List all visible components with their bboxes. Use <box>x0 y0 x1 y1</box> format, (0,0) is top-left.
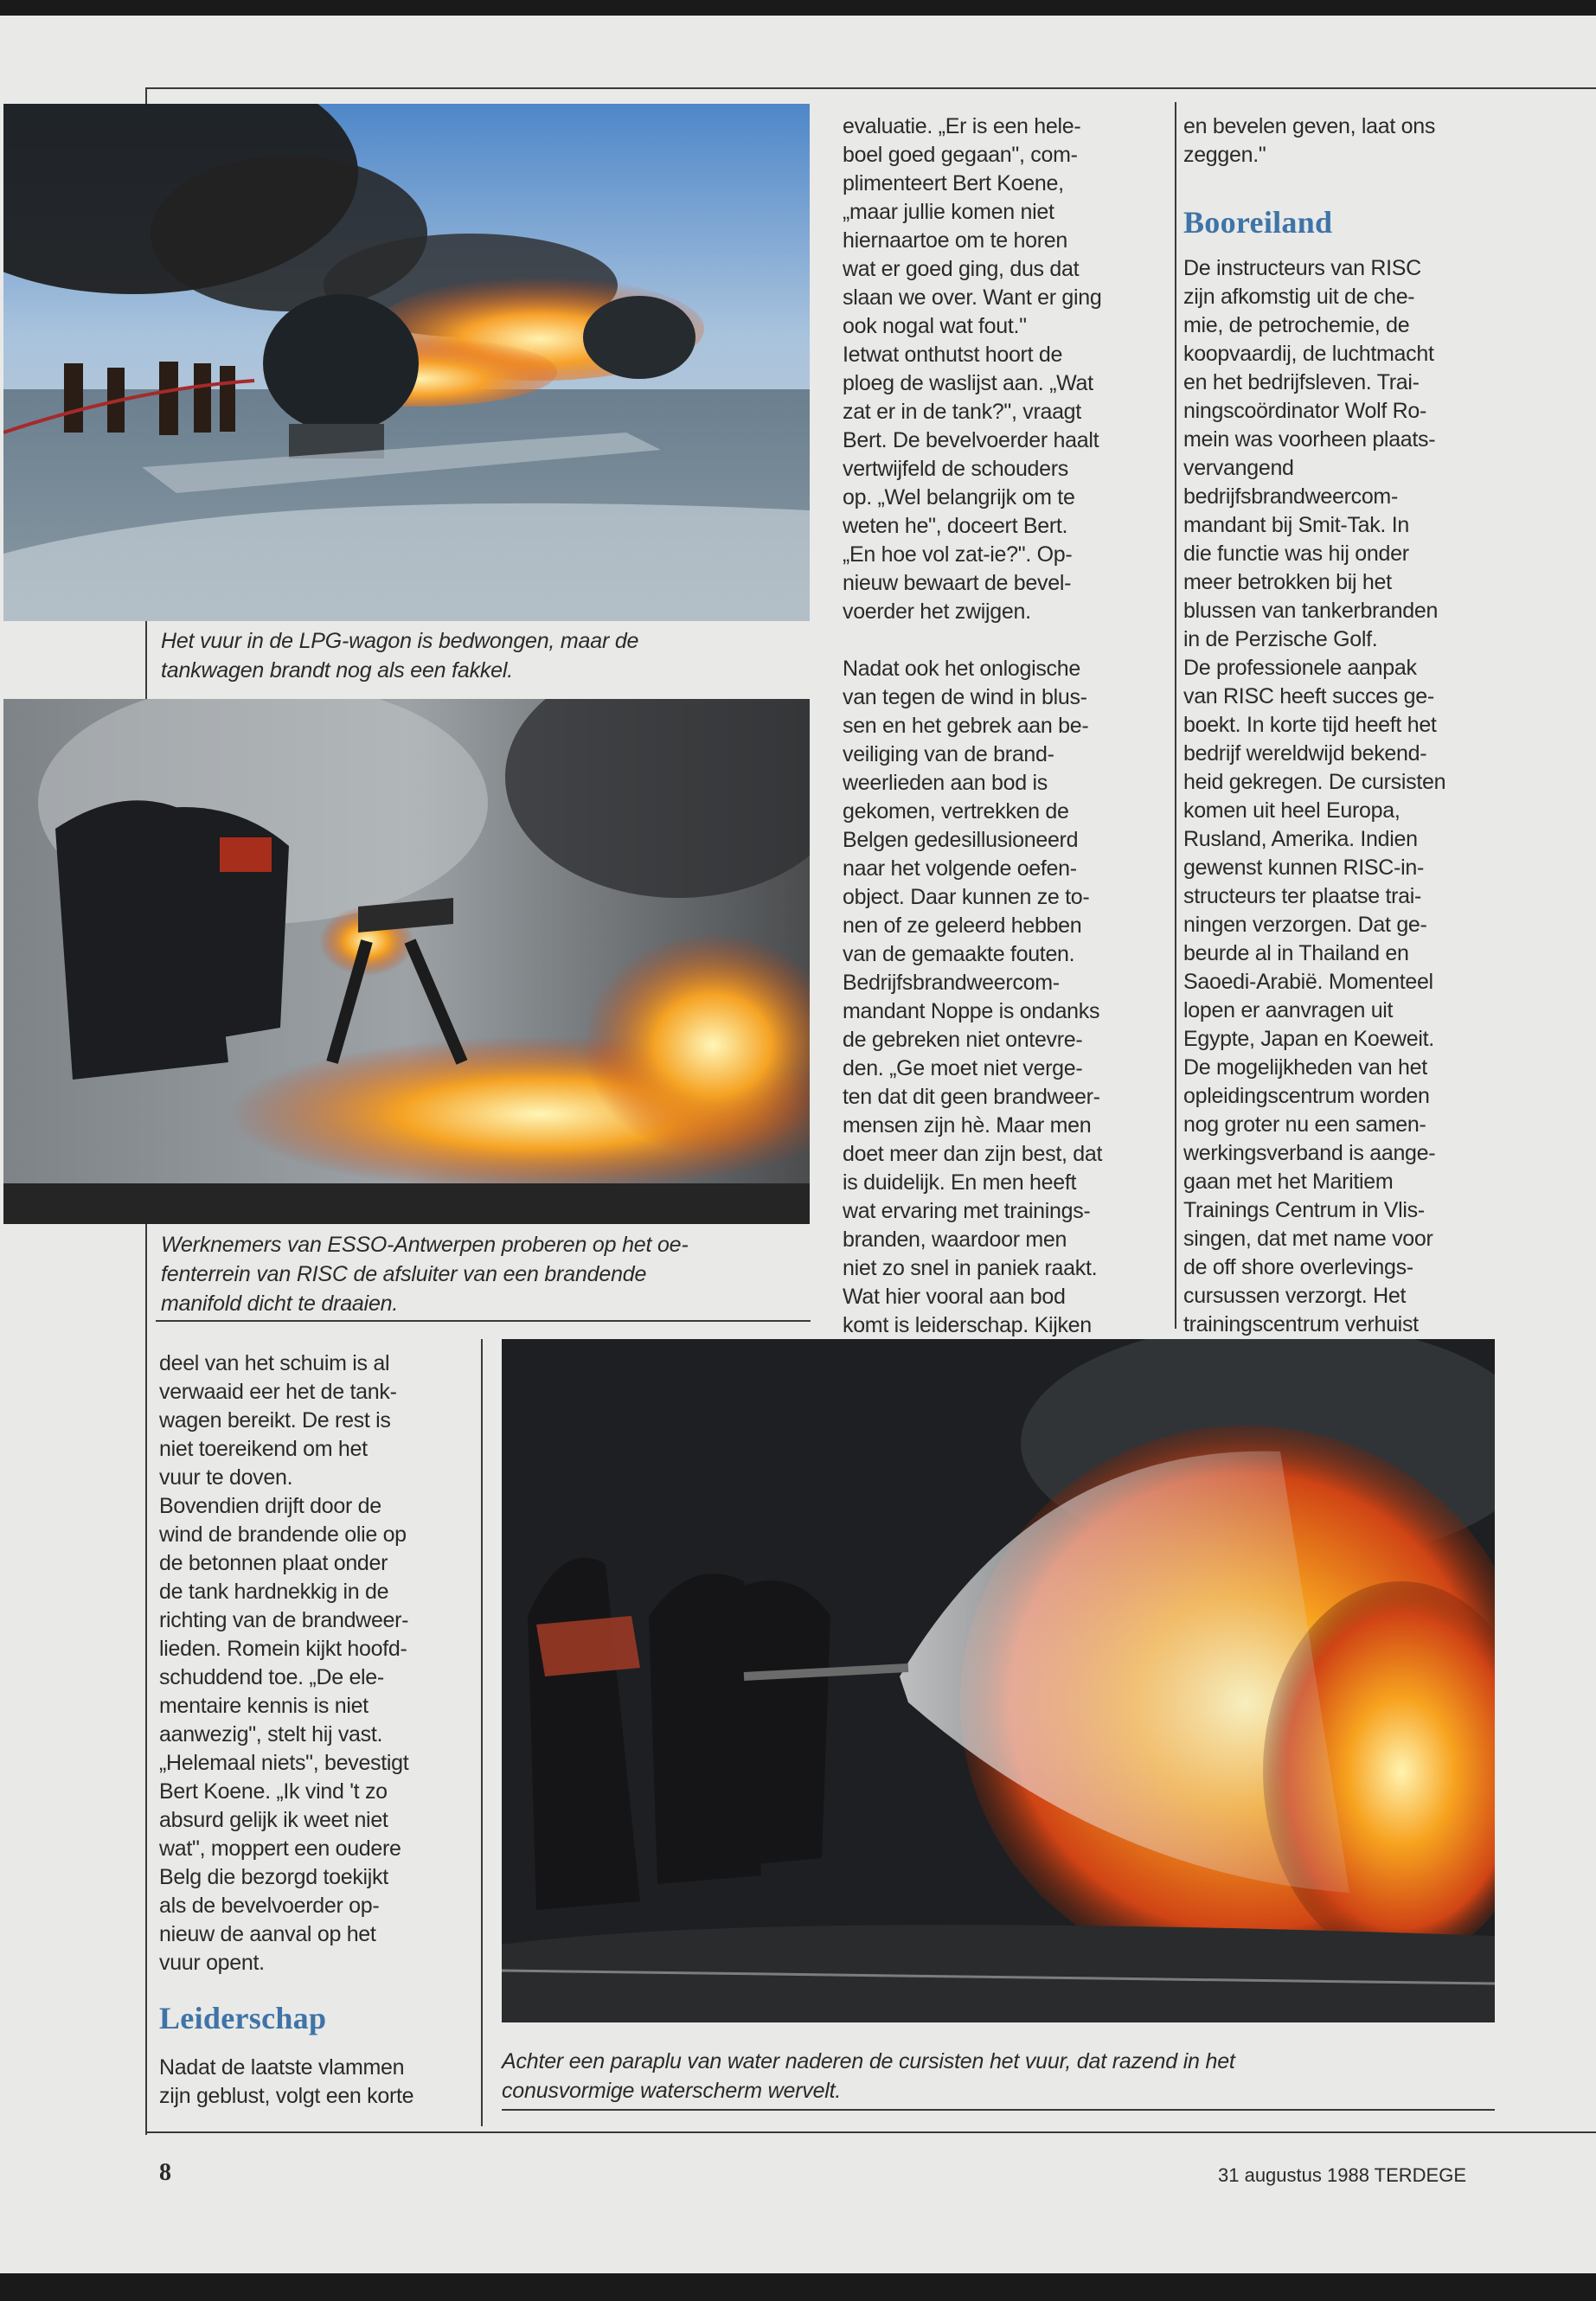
photo-manifold-fire <box>3 699 810 1224</box>
column-divider <box>1175 102 1176 1329</box>
magazine-page <box>0 16 1596 2273</box>
photo-caption: Achter een paraplu van water naderen de cursisten het vuur, dat razend in het conusvormige waterscherm wervelt. <box>502 2049 1235 2103</box>
photo-caption: Werknemers van ESSO-Antwerpen proberen op het oe- fenterrein van RISC de afsluiter van een brandende manifold dicht te draaien. <box>161 1233 689 1316</box>
photo-lpg-wagon <box>3 104 810 621</box>
paragraph: deel van het schuim is al verwaaid eer het de tank- wagen bereikt. De rest is niet toereikend om het vuur te doven. Bovendien drijft door de wind de brandende olie op de betonnen plaat onder de tank hardnekkig in de richting van de brandweer- lieden. Romein kijkt hoofd- schuddend toe. „De ele- mentaire kennis is niet aanwezig", stelt hij vast. „Helemaal niets", bevestigt Bert Koene. „Ik vind 't zo absurd gelijk ik weet niet wat", moppert een oudere Belg die bezorgd toekijkt als de bevelvoerder op- nieuw de aanval op het vuur opent. <box>159 1351 409 1975</box>
section-heading: Leiderschap <box>159 2001 327 2035</box>
page-number: 8 <box>159 2159 171 2186</box>
paragraph: evaluatie. „Er is een hele- boel goed gegaan", com- plimenteert Bert Koene, „maar jullie komen niet hiernaartoe om te horen wat er goed ging, dus dat slaan we over. Want er ging ook nogal wat fout." Ietwat onthutst hoort de ploeg de waslijst aan. „Wat zat er in de tank?", vraagt Bert. De bevelvoerder haalt vertwijfeld de schouders op. „Wel belangrijk om te weten he", doceert Bert. „En hoe vol zat-ie?". Op- nieuw bewaart de bevel- voerder het zwijgen. <box>843 114 1102 624</box>
photo-caption: Het vuur in de LPG-wagon is bedwongen, maar de tankwagen brandt nog als een fakkel. <box>161 629 639 683</box>
photo-water-umbrella <box>502 1339 1495 2022</box>
paragraph: De instructeurs van RISC zijn afkomstig uit de che- mie, de petrochemie, de koopvaardij, de luchtmacht en het bedrijfsleven. Trai- ningscoördinator Wolf Ro- mein was voorheen plaats- vervangend bedrijfsbrandweercom- mandant bij Smit-Tak. In die functie was hij onder meer betrokken bij het blussen van tankerbranden in de Perzische Golf. De professionele aanpak van RISC heeft succes ge- boekt. In korte tijd heeft het bedrijf wereldwijd bekend- heid gekregen. De cursisten komen uit heel Europa, Rusland, Amerika. Indien gewenst kunnen RISC-in- structeurs ter plaatse trai- ningen verzorgen. Dat ge- beurde al in Thailand en Saoedi-Arabië. Momenteel lopen er aanvragen uit Egypte, Japan en Koeweit. De mogelijkheden van het opleidingscentrum worden nog groter nu een samen- werkingsverband is aange- gaan met het Maritiem Trainings Centrum in Vlis- singen, dat met name voor de off shore overlevings- cursussen verzorgt. Het trainingscentrum verhuist <box>1183 256 1446 1336</box>
article-column-middle <box>843 112 1164 1368</box>
paragraph: en bevelen geven, laat ons zeggen." <box>1183 114 1436 167</box>
article-column-right <box>1183 112 1512 170</box>
top-rule <box>145 87 1596 89</box>
caption-rule <box>156 1320 811 1322</box>
article-column-right-body <box>1183 254 1512 1368</box>
caption-rule <box>502 2109 1495 2111</box>
column-divider <box>481 1339 483 2126</box>
article-column-left-end <box>159 2054 472 2139</box>
paragraph: Nadat ook het onlogische van tegen de wind in blus- sen en het gebrek aan be- veiliging van de brand- weerlieden aan bod is gekomen, vertrekken de Belgen gedesillusioneerd naar het volgende oefen- object. Daar kunnen ze to- nen of ze geleerd hebben van de gemaakte fouten. Bedrijfsbrandweercom- mandant Noppe is ondanks de gebreken niet ontevre- den. „Ge moet niet verge- ten dat dit geen brandweer- mensen zijn hè. Maar men doet meer dan zijn best, dat is duidelijk. En men heeft wat ervaring met trainings- branden, waardoor men niet zo snel in paniek raakt. Wat hier vooral aan bod komt is leiderschap. Kijken <box>843 657 1103 1337</box>
paragraph: Nadat de laatste vlammen zijn geblust, volgt een korte <box>159 2055 414 2108</box>
section-heading: Booreiland <box>1183 205 1333 240</box>
issue-date: 31 augustus 1988 TERDEGE <box>1218 2164 1466 2186</box>
article-column-left <box>159 1349 472 2006</box>
